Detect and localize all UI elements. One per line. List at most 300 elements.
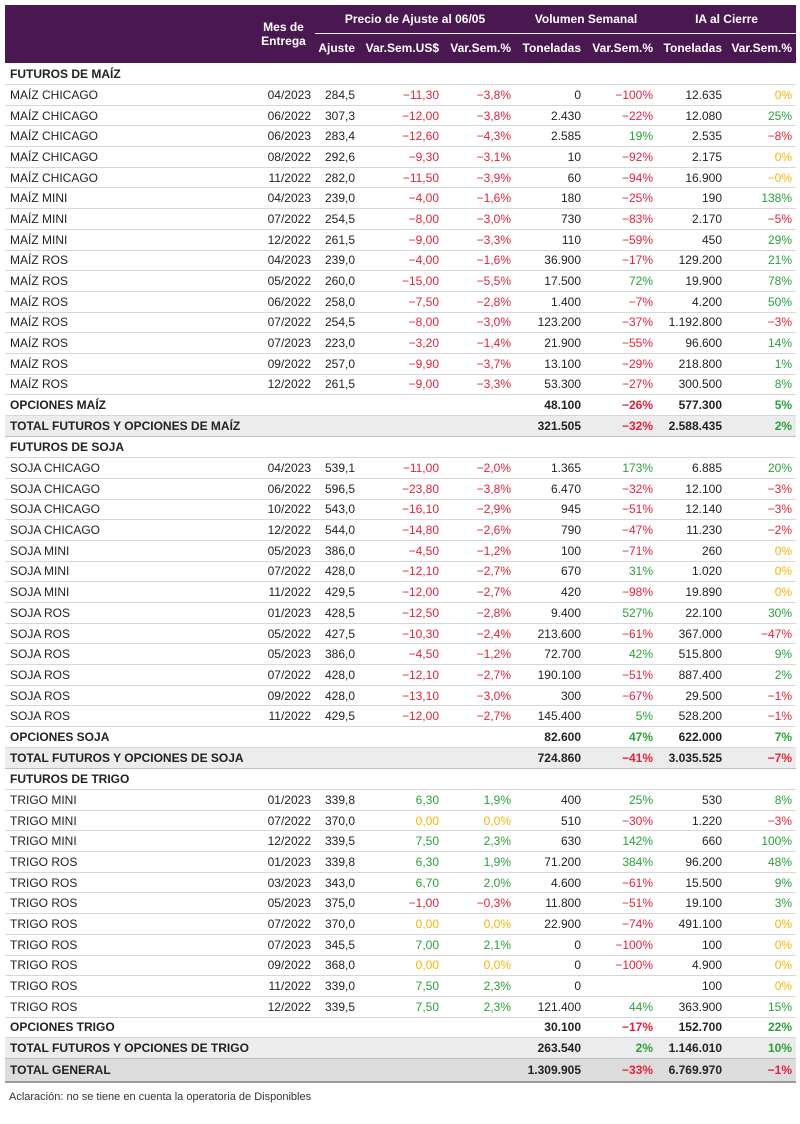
cell-mes-entrega: 12/2022: [252, 996, 315, 1017]
table-row: [5, 520, 796, 541]
cell-toneladas-vol: 730: [515, 209, 585, 230]
section-header: [5, 768, 796, 790]
cell-toneladas-vol: 60: [515, 167, 585, 188]
cell-toneladas-vol: 30.100: [515, 1017, 585, 1038]
cell-varsem-pct: 2,3%: [443, 996, 515, 1017]
cell-toneladas-vol: 123.200: [515, 312, 585, 333]
cell-varsem-vol: −51%: [585, 499, 657, 520]
section-total-row: [5, 747, 796, 768]
table-row: [5, 188, 796, 209]
cell-varsem-ia: −3%: [726, 478, 796, 499]
cell-ajuste: 223,0: [315, 333, 359, 354]
cell-varsem-pct: −1,6%: [443, 188, 515, 209]
cell-toneladas-ia: 100: [657, 976, 726, 997]
cell-varsem-vol: −100%: [585, 934, 657, 955]
header-group-ia: IA al Cierre: [657, 5, 796, 33]
cell-varsem-pct: −1,2%: [443, 540, 515, 561]
cell-varsem-ia: −7%: [726, 747, 796, 768]
cell-product: MAÍZ MINI: [5, 188, 252, 209]
cell-mes-entrega: 07/2022: [252, 561, 315, 582]
cell-toneladas-ia: 622.000: [657, 727, 726, 748]
cell-toneladas-vol: 1.365: [515, 458, 585, 479]
cell-varsem-usd: −12,10: [359, 561, 443, 582]
cell-varsem-ia: 0%: [726, 976, 796, 997]
cell-product: SOJA CHICAGO: [5, 499, 252, 520]
cell-ajuste: 239,0: [315, 188, 359, 209]
cell-toneladas-ia: 19.900: [657, 271, 726, 292]
cell-toneladas-ia: 22.100: [657, 603, 726, 624]
cell-mes-entrega: 04/2023: [252, 458, 315, 479]
cell-varsem-pct: −2,7%: [443, 582, 515, 603]
cell-toneladas-ia: 129.200: [657, 250, 726, 271]
cell-varsem-vol: −100%: [585, 955, 657, 976]
cell-product: MAÍZ MINI: [5, 229, 252, 250]
cell-varsem-ia: 2%: [726, 665, 796, 686]
cell-toneladas-vol: 1.309.905: [515, 1058, 585, 1082]
options-row: [5, 727, 796, 748]
cell-varsem-pct: −3,3%: [443, 374, 515, 395]
options-row: [5, 395, 796, 416]
cell-varsem-pct: 0,0%: [443, 914, 515, 935]
cell-toneladas-ia: 887.400: [657, 665, 726, 686]
cell-ajuste: 375,0: [315, 893, 359, 914]
cell-product: SOJA MINI: [5, 561, 252, 582]
cell-varsem-usd: 0,00: [359, 914, 443, 935]
cell-varsem-vol: −51%: [585, 893, 657, 914]
cell-ajuste: 343,0: [315, 872, 359, 893]
cell-product: TRIGO ROS: [5, 996, 252, 1017]
cell-product: MAÍZ MINI: [5, 209, 252, 230]
cell-varsem-vol: −61%: [585, 872, 657, 893]
cell-varsem-pct: −2,8%: [443, 291, 515, 312]
cell-varsem-pct: −2,0%: [443, 458, 515, 479]
cell-label: TOTAL FUTUROS Y OPCIONES DE SOJA: [5, 747, 515, 768]
cell-product: MAÍZ CHICAGO: [5, 167, 252, 188]
cell-varsem-pct: 1,9%: [443, 852, 515, 873]
cell-varsem-vol: −71%: [585, 540, 657, 561]
cell-product: MAÍZ ROS: [5, 333, 252, 354]
header-group-volumen: Volumen Semanal: [515, 5, 657, 33]
cell-product: SOJA CHICAGO: [5, 458, 252, 479]
table-row: [5, 810, 796, 831]
cell-varsem-ia: 2%: [726, 416, 796, 437]
cell-varsem-vol: 384%: [585, 852, 657, 873]
header-blank-2: [5, 33, 252, 63]
cell-toneladas-ia: 515.800: [657, 644, 726, 665]
cell-varsem-vol: 25%: [585, 790, 657, 811]
cell-product: SOJA ROS: [5, 623, 252, 644]
cell-ajuste: 428,0: [315, 685, 359, 706]
cell-mes-entrega: 12/2022: [252, 520, 315, 541]
cell-product: MAÍZ ROS: [5, 250, 252, 271]
table-row: [5, 147, 796, 168]
cell-mes-entrega: 06/2022: [252, 105, 315, 126]
cell-ajuste: 339,5: [315, 996, 359, 1017]
cell-varsem-ia: 138%: [726, 188, 796, 209]
header-group-precio: Precio de Ajuste al 06/05: [315, 5, 515, 33]
cell-toneladas-ia: 530: [657, 790, 726, 811]
cell-varsem-usd: −9,30: [359, 147, 443, 168]
cell-varsem-vol: 72%: [585, 271, 657, 292]
cell-mes-entrega: 01/2023: [252, 790, 315, 811]
cell-mes-entrega: 07/2023: [252, 333, 315, 354]
cell-varsem-ia: −5%: [726, 209, 796, 230]
cell-toneladas-vol: 510: [515, 810, 585, 831]
cell-mes-entrega: 07/2022: [252, 209, 315, 230]
cell-varsem-ia: 0%: [726, 147, 796, 168]
cell-toneladas-vol: 1.400: [515, 291, 585, 312]
cell-varsem-pct: −3,0%: [443, 685, 515, 706]
cell-varsem-vol: −55%: [585, 333, 657, 354]
cell-varsem-vol: 44%: [585, 996, 657, 1017]
cell-product: SOJA CHICAGO: [5, 478, 252, 499]
cell-toneladas-ia: 2.175: [657, 147, 726, 168]
cell-toneladas-vol: 0: [515, 976, 585, 997]
cell-product: SOJA MINI: [5, 540, 252, 561]
cell-ajuste: 339,8: [315, 790, 359, 811]
cell-mes-entrega: 11/2022: [252, 167, 315, 188]
cell-toneladas-vol: 72.700: [515, 644, 585, 665]
cell-varsem-ia: 1%: [726, 353, 796, 374]
cell-mes-entrega: 07/2022: [252, 914, 315, 935]
section-title: FUTUROS DE MAÍZ: [5, 63, 796, 85]
cell-toneladas-vol: 180: [515, 188, 585, 209]
cell-varsem-ia: −3%: [726, 499, 796, 520]
cell-varsem-vol: −26%: [585, 395, 657, 416]
cell-toneladas-vol: 22.900: [515, 914, 585, 935]
cell-toneladas-vol: 300: [515, 685, 585, 706]
cell-varsem-usd: 6,30: [359, 852, 443, 873]
header-col-varsem-usd: Var.Sem.US$: [359, 33, 443, 63]
cell-varsem-pct: −5,5%: [443, 271, 515, 292]
table-row: [5, 914, 796, 935]
cell-varsem-ia: −1%: [726, 685, 796, 706]
table-row: [5, 955, 796, 976]
cell-varsem-vol: 2%: [585, 1038, 657, 1059]
cell-varsem-pct: −3,8%: [443, 105, 515, 126]
cell-product: MAÍZ CHICAGO: [5, 85, 252, 106]
cell-varsem-usd: −12,60: [359, 126, 443, 147]
cell-varsem-pct: 0,0%: [443, 810, 515, 831]
cell-toneladas-ia: 152.700: [657, 1017, 726, 1038]
cell-ajuste: 239,0: [315, 250, 359, 271]
cell-toneladas-ia: 12.100: [657, 478, 726, 499]
cell-varsem-ia: 8%: [726, 790, 796, 811]
cell-varsem-ia: 9%: [726, 644, 796, 665]
cell-mes-entrega: 09/2022: [252, 685, 315, 706]
cell-varsem-ia: −1%: [726, 1058, 796, 1082]
cell-product: SOJA CHICAGO: [5, 520, 252, 541]
cell-varsem-usd: −23,80: [359, 478, 443, 499]
cell-varsem-ia: 15%: [726, 996, 796, 1017]
cell-mes-entrega: 05/2022: [252, 271, 315, 292]
cell-toneladas-ia: 2.535: [657, 126, 726, 147]
cell-varsem-ia: 7%: [726, 727, 796, 748]
cell-mes-entrega: 05/2023: [252, 644, 315, 665]
cell-product: MAÍZ ROS: [5, 353, 252, 374]
cell-toneladas-vol: 53.300: [515, 374, 585, 395]
cell-toneladas-vol: 71.200: [515, 852, 585, 873]
cell-toneladas-ia: 12.080: [657, 105, 726, 126]
cell-product: TRIGO ROS: [5, 872, 252, 893]
cell-product: TRIGO MINI: [5, 790, 252, 811]
cell-ajuste: 539,1: [315, 458, 359, 479]
cell-varsem-vol: −27%: [585, 374, 657, 395]
cell-product: SOJA ROS: [5, 603, 252, 624]
cell-product: TRIGO MINI: [5, 831, 252, 852]
cell-varsem-vol: −37%: [585, 312, 657, 333]
cell-mes-entrega: 01/2023: [252, 603, 315, 624]
cell-varsem-ia: 0%: [726, 955, 796, 976]
cell-varsem-vol: −100%: [585, 85, 657, 106]
cell-product: SOJA ROS: [5, 685, 252, 706]
table-row: [5, 209, 796, 230]
cell-mes-entrega: 05/2022: [252, 623, 315, 644]
cell-varsem-usd: −3,20: [359, 333, 443, 354]
cell-toneladas-ia: 12.635: [657, 85, 726, 106]
table-row: [5, 685, 796, 706]
cell-ajuste: 282,0: [315, 167, 359, 188]
cell-toneladas-vol: 9.400: [515, 603, 585, 624]
cell-varsem-pct: −1,2%: [443, 644, 515, 665]
cell-varsem-ia: 78%: [726, 271, 796, 292]
table-row: [5, 105, 796, 126]
cell-varsem-vol: 173%: [585, 458, 657, 479]
cell-product: SOJA ROS: [5, 665, 252, 686]
cell-varsem-ia: 0%: [726, 934, 796, 955]
table-row: [5, 229, 796, 250]
cell-ajuste: 292,6: [315, 147, 359, 168]
cell-ajuste: 543,0: [315, 499, 359, 520]
cell-varsem-ia: 30%: [726, 603, 796, 624]
cell-varsem-pct: −2,8%: [443, 603, 515, 624]
cell-mes-entrega: 04/2023: [252, 85, 315, 106]
cell-toneladas-vol: 630: [515, 831, 585, 852]
cell-varsem-ia: 9%: [726, 872, 796, 893]
cell-product: MAÍZ ROS: [5, 374, 252, 395]
cell-varsem-usd: −10,30: [359, 623, 443, 644]
cell-mes-entrega: 09/2022: [252, 955, 315, 976]
cell-ajuste: 260,0: [315, 271, 359, 292]
cell-mes-entrega: 12/2022: [252, 374, 315, 395]
cell-toneladas-ia: 3.035.525: [657, 747, 726, 768]
cell-ajuste: 254,5: [315, 312, 359, 333]
cell-toneladas-ia: 6.885: [657, 458, 726, 479]
cell-varsem-usd: −11,50: [359, 167, 443, 188]
cell-toneladas-vol: 6.470: [515, 478, 585, 499]
table-row: [5, 250, 796, 271]
cell-toneladas-vol: 145.400: [515, 706, 585, 727]
cell-ajuste: 370,0: [315, 810, 359, 831]
cell-varsem-vol: 527%: [585, 603, 657, 624]
table-row: [5, 706, 796, 727]
cell-varsem-ia: 0%: [726, 561, 796, 582]
cell-varsem-ia: −0%: [726, 167, 796, 188]
cell-product: MAÍZ ROS: [5, 271, 252, 292]
table-row: [5, 644, 796, 665]
cell-mes-entrega: 11/2022: [252, 706, 315, 727]
futures-table: [5, 5, 796, 1083]
cell-mes-entrega: 07/2022: [252, 665, 315, 686]
table-row: [5, 996, 796, 1017]
cell-varsem-usd: −9,00: [359, 374, 443, 395]
cell-varsem-ia: −47%: [726, 623, 796, 644]
cell-toneladas-ia: 450: [657, 229, 726, 250]
cell-ajuste: 254,5: [315, 209, 359, 230]
cell-toneladas-ia: 577.300: [657, 395, 726, 416]
cell-varsem-pct: −2,6%: [443, 520, 515, 541]
header-col-varsem-vol: Var.Sem.%: [585, 33, 657, 63]
cell-varsem-usd: 7,50: [359, 976, 443, 997]
cell-varsem-ia: 50%: [726, 291, 796, 312]
cell-varsem-vol: −29%: [585, 353, 657, 374]
cell-ajuste: 307,3: [315, 105, 359, 126]
grand-total-row: [5, 1058, 796, 1082]
cell-varsem-pct: −1,6%: [443, 250, 515, 271]
cell-toneladas-ia: 1.020: [657, 561, 726, 582]
section-total-row: [5, 416, 796, 437]
cell-varsem-vol: −94%: [585, 167, 657, 188]
cell-varsem-ia: 25%: [726, 105, 796, 126]
cell-varsem-usd: −4,50: [359, 540, 443, 561]
cell-mes-entrega: 07/2022: [252, 810, 315, 831]
cell-ajuste: 283,4: [315, 126, 359, 147]
cell-product: MAÍZ CHICAGO: [5, 105, 252, 126]
cell-mes-entrega: 07/2023: [252, 934, 315, 955]
cell-varsem-ia: 0%: [726, 914, 796, 935]
cell-toneladas-vol: 2.430: [515, 105, 585, 126]
cell-varsem-ia: 3%: [726, 893, 796, 914]
cell-ajuste: 368,0: [315, 955, 359, 976]
cell-varsem-ia: 0%: [726, 85, 796, 106]
table-row: [5, 333, 796, 354]
cell-toneladas-ia: 2.170: [657, 209, 726, 230]
cell-toneladas-ia: 6.769.970: [657, 1058, 726, 1082]
cell-toneladas-vol: 48.100: [515, 395, 585, 416]
cell-varsem-vol: 47%: [585, 727, 657, 748]
cell-toneladas-vol: 11.800: [515, 893, 585, 914]
cell-ajuste: 428,0: [315, 561, 359, 582]
cell-toneladas-ia: 15.500: [657, 872, 726, 893]
cell-varsem-vol: −41%: [585, 747, 657, 768]
cell-varsem-usd: −9,90: [359, 353, 443, 374]
header-blank: [5, 5, 252, 33]
cell-product: MAÍZ ROS: [5, 291, 252, 312]
cell-toneladas-vol: 0: [515, 934, 585, 955]
cell-varsem-usd: −4,50: [359, 644, 443, 665]
cell-varsem-pct: −3,3%: [443, 229, 515, 250]
cell-varsem-pct: −2,7%: [443, 561, 515, 582]
section-header: [5, 63, 796, 85]
cell-toneladas-vol: 790: [515, 520, 585, 541]
cell-product: TRIGO MINI: [5, 810, 252, 831]
cell-label: TOTAL FUTUROS Y OPCIONES DE MAÍZ: [5, 416, 515, 437]
table-row: [5, 790, 796, 811]
cell-toneladas-vol: 4.600: [515, 872, 585, 893]
cell-toneladas-ia: 16.900: [657, 167, 726, 188]
cell-label: OPCIONES TRIGO: [5, 1017, 515, 1038]
table-row: [5, 167, 796, 188]
cell-varsem-usd: −1,00: [359, 893, 443, 914]
cell-toneladas-ia: 363.900: [657, 996, 726, 1017]
section-header: [5, 436, 796, 458]
table-body: [5, 63, 796, 1082]
section-title: FUTUROS DE TRIGO: [5, 768, 796, 790]
cell-ajuste: 261,5: [315, 229, 359, 250]
cell-varsem-usd: −15,00: [359, 271, 443, 292]
cell-varsem-pct: −2,7%: [443, 706, 515, 727]
cell-varsem-pct: 2,1%: [443, 934, 515, 955]
cell-product: TRIGO ROS: [5, 955, 252, 976]
cell-varsem-pct: −3,8%: [443, 85, 515, 106]
header-mes-entrega: [252, 5, 315, 63]
cell-ajuste: 427,5: [315, 623, 359, 644]
cell-toneladas-vol: 190.100: [515, 665, 585, 686]
cell-varsem-pct: −3,0%: [443, 209, 515, 230]
cell-varsem-ia: −3%: [726, 810, 796, 831]
table-row: [5, 665, 796, 686]
cell-toneladas-ia: 4.200: [657, 291, 726, 312]
cell-varsem-vol: −30%: [585, 810, 657, 831]
cell-product: MAÍZ CHICAGO: [5, 126, 252, 147]
cell-varsem-usd: 7,50: [359, 996, 443, 1017]
table-row: [5, 540, 796, 561]
cell-toneladas-vol: 0: [515, 955, 585, 976]
cell-varsem-usd: −4,00: [359, 250, 443, 271]
cell-varsem-pct: −3,9%: [443, 167, 515, 188]
cell-ajuste: 284,5: [315, 85, 359, 106]
cell-varsem-usd: 6,70: [359, 872, 443, 893]
cell-varsem-vol: [585, 976, 657, 997]
cell-toneladas-ia: 1.220: [657, 810, 726, 831]
cell-mes-entrega: 06/2022: [252, 478, 315, 499]
cell-ajuste: 339,5: [315, 831, 359, 852]
cell-mes-entrega: 04/2023: [252, 250, 315, 271]
table-row: [5, 831, 796, 852]
cell-ajuste: 429,5: [315, 582, 359, 603]
cell-varsem-vol: −67%: [585, 685, 657, 706]
cell-varsem-ia: 0%: [726, 582, 796, 603]
cell-product: TRIGO ROS: [5, 852, 252, 873]
cell-product: SOJA MINI: [5, 582, 252, 603]
cell-varsem-pct: −3,8%: [443, 478, 515, 499]
cell-toneladas-ia: 4.900: [657, 955, 726, 976]
cell-varsem-usd: −16,10: [359, 499, 443, 520]
footnote: Aclaración: no se tiene en cuenta la operatoria de Disponibles: [9, 1091, 312, 1104]
cell-varsem-usd: −12,00: [359, 105, 443, 126]
cell-varsem-usd: −8,00: [359, 312, 443, 333]
cell-varsem-pct: −3,7%: [443, 353, 515, 374]
cell-toneladas-vol: 420: [515, 582, 585, 603]
table-row: [5, 499, 796, 520]
cell-varsem-usd: −7,50: [359, 291, 443, 312]
table-row: [5, 976, 796, 997]
cell-varsem-usd: −12,50: [359, 603, 443, 624]
cell-mes-entrega: 03/2023: [252, 872, 315, 893]
cell-varsem-usd: 6,30: [359, 790, 443, 811]
cell-toneladas-vol: 82.600: [515, 727, 585, 748]
table-row: [5, 582, 796, 603]
cell-mes-entrega: 04/2023: [252, 188, 315, 209]
header-mes-line1: Mes de: [263, 20, 304, 34]
cell-varsem-ia: 48%: [726, 852, 796, 873]
cell-varsem-pct: −3,1%: [443, 147, 515, 168]
cell-mes-entrega: 05/2023: [252, 893, 315, 914]
cell-ajuste: 339,8: [315, 852, 359, 873]
cell-varsem-vol: −83%: [585, 209, 657, 230]
cell-label: OPCIONES MAÍZ: [5, 395, 515, 416]
cell-varsem-pct: −2,4%: [443, 623, 515, 644]
